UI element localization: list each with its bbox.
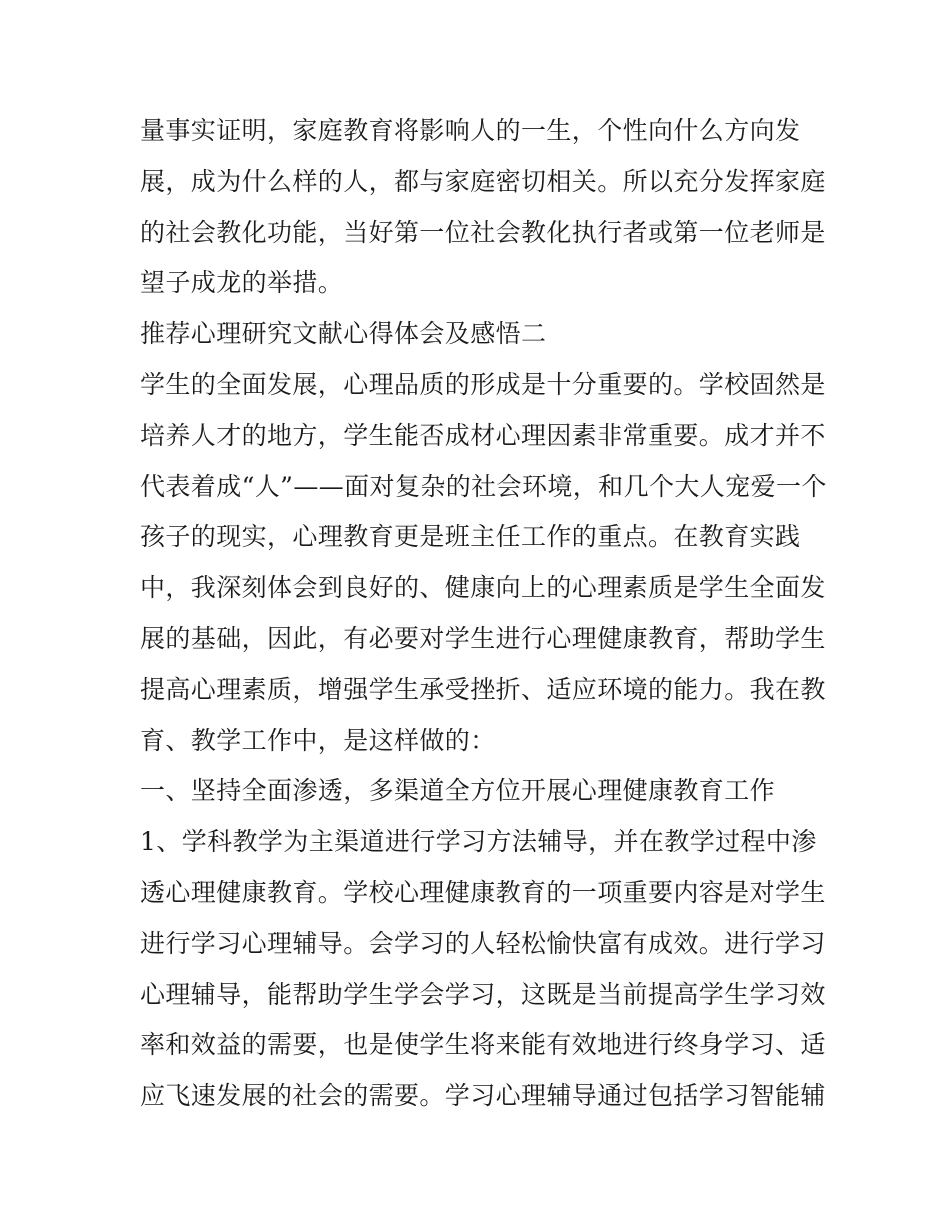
text-line: 量事实证明，家庭教育将影响人的一生，个性向什么方向发 (140, 116, 801, 145)
text-line: 提高心理素质，增强学生承受挫折、适应环境的能力。我在教 (140, 674, 826, 704)
subsection-heading: 一、坚持全面渗透，多渠道全方位开展心理健康教育工作 (140, 776, 776, 806)
text-line: 进行学习心理辅导。会学习的人轻松愉快富有成效。进行学习 (140, 928, 826, 958)
text-line: 学生的全面发展，心理品质的形成是十分重要的。学校固然是 (140, 369, 826, 399)
text-line: 心理辅导，能帮助学生学会学习，这既是当前提高学生学习效 (140, 979, 826, 1009)
text-line: 中，我深刻体会到良好的、健康向上的心理素质是学生全面发 (140, 573, 826, 603)
text-line: 望子成龙的举措。 (140, 268, 344, 298)
text-line: 展的基础，因此，有必要对学生进行心理健康教育，帮助学生 (140, 623, 826, 653)
text-line: 的社会教化功能，当好第一位社会教化执行者或第一位老师是 (140, 217, 826, 247)
section-heading: 推荐心理研究文献心得体会及感悟二 (140, 319, 547, 349)
text-line: 培养人才的地方，学生能否成材心理因素非常重要。成才并不 (140, 420, 826, 450)
text-line: 育、教学工作中，是这样做的： (140, 725, 496, 755)
text-line: 率和效益的需要，也是使学生将来能有效地进行终身学习、适 (140, 1030, 826, 1060)
text-line: 展，成为什么样的人，都与家庭密切相关。所以充分发挥家庭 (140, 166, 826, 196)
text-line: 孩子的现实，心理教育更是班主任工作的重点。在教育实践 (140, 522, 801, 552)
text-line: 代表着成“人”——面对复杂的社会环境，和几个大人宠爱一个 (140, 471, 827, 501)
text-line: 1、学科教学为主渠道进行学习方法辅导，并在教学过程中渗 (140, 827, 817, 857)
text-line: 应飞速发展的社会的需要。学习心理辅导通过包括学习智能辅 (140, 1081, 826, 1111)
body-text (140, 106, 827, 1122)
text-line: 透心理健康教育。学校心理健康教育的一项重要内容是对学生 (140, 877, 826, 907)
